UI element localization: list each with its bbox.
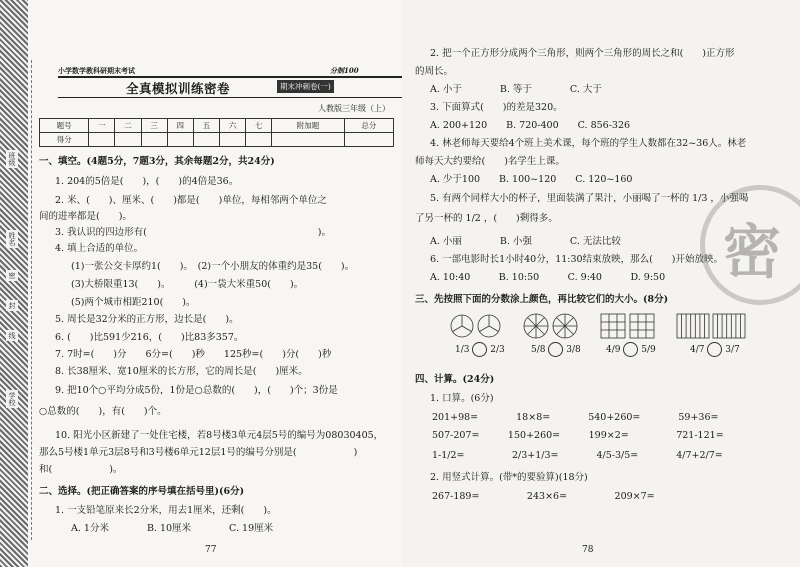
right-question-line: 2. 把一个正方形分成两个三角形，则两个三角形的周长之和( )正方形 [430, 48, 735, 59]
right-question-line: 201+98= 18×8= 540+260= 59+36= [432, 412, 719, 423]
exam-title: 全真模拟训练密卷 [126, 81, 231, 96]
score-cell: 二 [115, 119, 141, 133]
right-question-line: A. 200+120 B. 720-400 C. 856-326 [430, 120, 631, 131]
right-question-line: 四、计算。(24分) [415, 374, 495, 385]
score-cell: 总分 [344, 119, 393, 133]
left-question-line: 4. 填上合适的单位。 [55, 243, 144, 254]
score-input-cell[interactable] [89, 133, 115, 147]
score-input-cell[interactable] [141, 133, 167, 147]
left-question-line: 7. 7时=( )分 6分=( )秒 125秒=( )分( )秒 [55, 349, 332, 360]
full-score-note: 分制100 [330, 66, 359, 75]
rectangle-sevenths-shapes [676, 313, 746, 339]
left-question-line: 和( )。 [39, 464, 123, 475]
fraction-b: 5/9 [641, 345, 656, 355]
left-question-line: ○总数的( )，有( )个。 [39, 406, 167, 417]
right-question-line: A. 小丽 B. 小强 C. 无法比较 [430, 236, 621, 247]
score-table [39, 118, 394, 147]
score-cell: 题号 [40, 119, 89, 133]
seal-label-mi: 密 [8, 272, 16, 279]
binding-cut-line [31, 60, 32, 540]
right-question-line: 4. 林老师每天要给4个班上美术课，每个班的学生人数都在32~36人。林老 [430, 138, 747, 149]
right-question-line: A. 10:40 B. 10:50 C. 9:40 D. 9:50 [430, 272, 666, 283]
page-number-right: 78 [582, 545, 594, 555]
left-question-line: (3)大桥限重13( )。 (4)一袋大米重50( )。 [71, 279, 304, 290]
left-question-line: 5. 周长是32分米的正方形，边长是( )。 [55, 314, 239, 325]
school-label: 学校 [8, 392, 16, 406]
compare-circle[interactable] [548, 342, 563, 357]
score-input-cell[interactable] [220, 133, 246, 147]
right-question-line: 了另一杯的 1/2 ，( )剩得多。 [415, 213, 558, 224]
series-label: 小学数学教科研期末考试 [58, 66, 135, 75]
fraction-comparison [455, 342, 505, 357]
left-question-line: 8. 长38厘米、宽10厘米的长方形，它的周长是( )厘米。 [55, 366, 308, 377]
left-question-line: 1. 204的5倍是( )，( )的4倍是36。 [55, 176, 239, 187]
right-question-line: 6. 一部电影时长1小时40分，11:30结束放映，那么( )开始放映。 [430, 254, 724, 265]
score-cell: 三 [141, 119, 167, 133]
score-input-cell[interactable] [272, 133, 344, 147]
score-table-score-row [40, 133, 394, 147]
right-question-line: 3. 下面算式( )的差是320。 [430, 102, 563, 113]
fraction-a: 4/9 [606, 345, 621, 355]
fraction-comparison [690, 342, 740, 357]
circle-thirds-shapes [450, 313, 502, 339]
confidential-stamp-char: 密 [723, 218, 782, 286]
fraction-a: 4/7 [690, 345, 705, 355]
score-cell: 六 [220, 119, 246, 133]
circle-eighths-shapes [523, 313, 579, 339]
square-ninths-shapes [600, 313, 656, 339]
left-question-line: 10. 阳光小区新建了一处住宅楼，若8号楼3单元4层5号的编号为08030405， [55, 430, 384, 441]
left-question-line: 那么5号楼1单元3层8号和3号楼6单元12层1号的编号分别是( ) [39, 447, 358, 458]
compare-circle[interactable] [707, 342, 722, 357]
left-question-line: (5)两个城市相距210( )。 [71, 297, 196, 308]
fraction-a: 5/8 [531, 345, 546, 355]
score-cell: 七 [246, 119, 272, 133]
score-input-cell[interactable] [167, 133, 193, 147]
left-question-line: 6. ( )比591少216，( )比83多357。 [55, 332, 244, 343]
name-label: 姓名 [8, 232, 16, 246]
left-question-line: 间的进率都是( )。 [39, 211, 132, 222]
compare-circle[interactable] [623, 342, 638, 357]
left-question-line: 9. 把10个○平均分成5份，1份是○总数的( )，( )个；3份是 [55, 385, 338, 396]
left-question-line: 3. 我认识的四边形有( )。 [55, 227, 331, 238]
fraction-b: 3/7 [725, 345, 740, 355]
right-question-line: 三、先按照下面的分数涂上颜色，再比较它们的大小。(8分) [415, 294, 669, 305]
right-question-line: 267-189= 243×6= 209×7= [432, 491, 655, 502]
left-question-line: 一、填空。(4题5分，7题3分，其余每题2分，共24分) [39, 156, 275, 167]
score-input-cell[interactable] [115, 133, 141, 147]
score-input-cell[interactable] [246, 133, 272, 147]
score-cell: 得分 [40, 133, 89, 147]
left-question-line: (1)一张公交卡厚约1( )。 (2)一个小朋友的体重约是35( )。 [71, 261, 355, 272]
left-question-line: 二、选择。(把正确答案的序号填在括号里)(6分) [39, 486, 245, 497]
page-number-left: 77 [205, 545, 217, 555]
score-cell: 附加题 [272, 119, 344, 133]
fraction-b: 3/8 [566, 345, 581, 355]
left-question-line: 2. 米、( )、厘米、( )都是( )单位，每相邻两个单位之 [55, 195, 327, 206]
class-label: 班级 [8, 152, 16, 166]
seal-label-feng: 封 [8, 302, 16, 309]
fraction-a: 1/3 [455, 345, 470, 355]
fraction-b: 2/3 [490, 345, 505, 355]
score-cell: 一 [89, 119, 115, 133]
fraction-comparison [606, 342, 656, 357]
left-question-line: 1. 一支铅笔原来长2分米，用去1厘米，还剩( )。 [55, 505, 277, 516]
right-question-line: 5. 有两个同样大小的杯子，里面装满了果汁，小丽喝了一杯的 1/3 ，小强喝 [430, 193, 749, 204]
right-question-line: 2. 用竖式计算。(带*的要验算)(18分) [430, 472, 588, 483]
right-question-line: 师每天大约要给( )名学生上课。 [415, 156, 565, 167]
edition-label: 人教版三年级（上） [318, 104, 390, 113]
right-question-line: A. 小于 B. 等于 C. 大于 [430, 84, 602, 95]
left-question-line: A. 1分米 B. 10厘米 C. 19厘米 [71, 523, 274, 534]
score-input-cell[interactable] [344, 133, 393, 147]
seal-label-xian: 线 [8, 332, 16, 339]
right-question-line: 507-207= 150+260= 199×2= 721-121= [432, 430, 724, 441]
fraction-comparison [531, 342, 581, 357]
right-question-line: 1. 口算。(6分) [430, 393, 494, 404]
right-question-line: A. 少于100 B. 100~120 C. 120~160 [430, 174, 633, 185]
score-cell: 四 [167, 119, 193, 133]
score-table-header-row [40, 119, 394, 133]
score-input-cell[interactable] [193, 133, 219, 147]
compare-circle[interactable] [472, 342, 487, 357]
binding-strip [0, 0, 28, 567]
right-question-line: 的周长。 [415, 66, 454, 77]
exam-badge: 期末冲刺卷(一) [277, 80, 334, 93]
right-question-line: 1-1/2= 2/3+1/3= 4/5-3/5= 4/7+2/7= [432, 450, 723, 461]
score-cell: 五 [193, 119, 219, 133]
